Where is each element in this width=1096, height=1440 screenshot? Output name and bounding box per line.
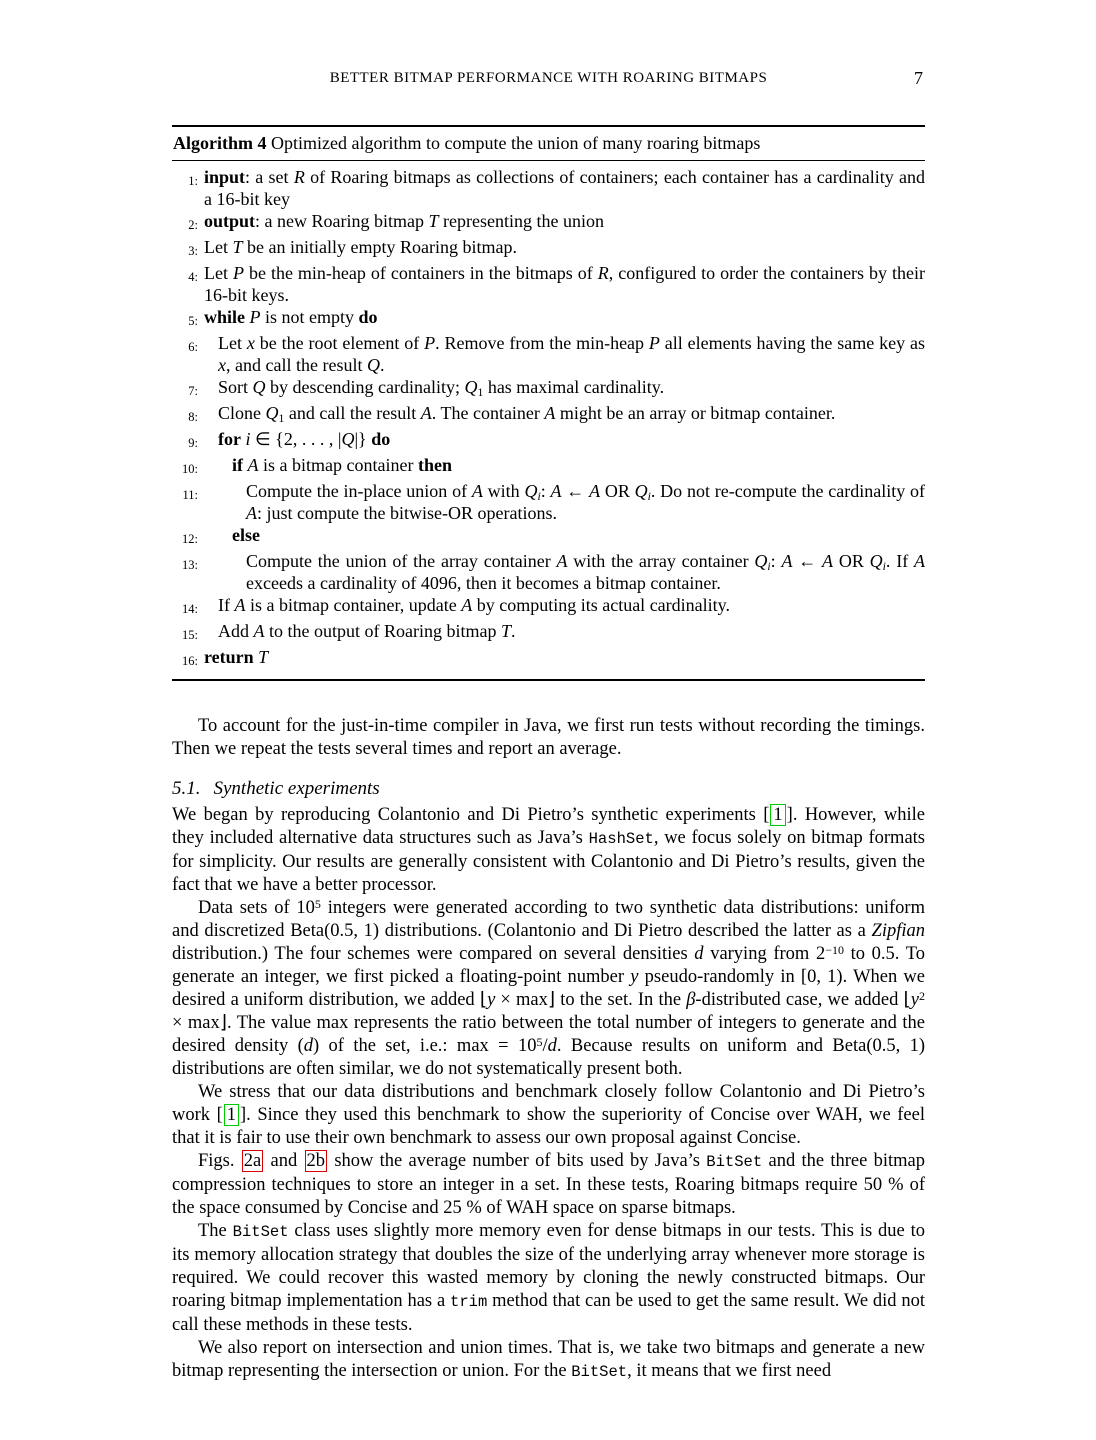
text-run: Data sets of: [198, 898, 297, 918]
algorithm-lines: [172, 166, 925, 672]
text-run: and call the result: [284, 403, 421, 423]
text-run: A: [471, 481, 483, 501]
algo-line-content: [204, 594, 925, 620]
text-run: . Because results on uniform and Beta(0.5, 1) distributions are often similar, we do not systematically present both.: [172, 1036, 926, 1079]
text-run: P: [648, 333, 660, 353]
algo-line-number: 3:: [188, 244, 198, 258]
algo-line-number: 12:: [182, 532, 198, 546]
text-run: . The value max represents the ratio between the total number of integers to generate and the desired density (: [172, 1013, 925, 1056]
algo-line-content: [204, 646, 925, 672]
algo-line: [172, 402, 925, 428]
text-run: A: [247, 455, 259, 475]
text-run: Sort: [218, 377, 253, 397]
text-run: HashSet: [588, 830, 654, 848]
algorithm-caption-text: Optimized algorithm to compute the union of many roaring bitmaps: [266, 133, 761, 153]
text-run: × max⌋: [495, 990, 556, 1010]
text-run: P: [249, 307, 261, 327]
paragraph: [172, 715, 925, 761]
text-run: d: [547, 1036, 557, 1056]
algo-line: [172, 524, 925, 550]
text-run: x: [246, 333, 255, 353]
text-run: with the array container: [567, 551, 755, 571]
figure-ref[interactable]: 2b: [306, 1151, 326, 1171]
text-run: OR: [600, 481, 635, 501]
algo-line-number: 10:: [182, 462, 198, 476]
text-run: We also report on intersection and union times. That is, we take two bitmaps and generate a new bitmap representing the intersection or union. For the: [172, 1338, 925, 1381]
algo-line: [172, 236, 925, 262]
algo-line: [172, 550, 925, 594]
text-run: R: [597, 263, 609, 283]
algo-line-number: 5:: [188, 314, 198, 328]
text-run: output: [204, 211, 256, 231]
figure-ref[interactable]: 2a: [243, 1151, 262, 1171]
text-run: To account for the just-in-time compiler in Java, we first run tests without recording the timings. Then we repeat the tests several times and report an average.: [172, 716, 925, 759]
text-run: , we focus solely on bitmap formats for simplicity. Our results are generally consistent with Colantonio and Di Pietro’s results, given the fact that we have a better processor.: [172, 828, 925, 895]
algo-line-content: [204, 376, 925, 402]
text-run: × max⌋: [172, 1013, 227, 1033]
text-run: method that can be used to get the same result. We did not call these methods in these tests.: [172, 1291, 925, 1335]
text-run: A: [544, 403, 556, 423]
text-run: A: [556, 551, 568, 571]
text-run: P: [232, 263, 244, 283]
algo-line-content: [204, 454, 925, 480]
text-run: : just compute the bitwise-OR operations.: [257, 503, 557, 523]
text-run: 1: [278, 412, 285, 426]
algo-line-number: 6:: [188, 340, 198, 354]
text-run: BitSet: [232, 1223, 289, 1241]
paragraph: [172, 1081, 925, 1150]
text-run: all elements having the same key as: [659, 333, 925, 353]
text-run: d: [303, 1036, 314, 1056]
text-run: and: [264, 1151, 304, 1171]
text-run: by computing its actual cardinality.: [472, 595, 730, 615]
text-run: y: [910, 990, 919, 1010]
text-run: y: [630, 967, 639, 987]
algo-line-content: [204, 524, 925, 550]
text-run: Q: [366, 355, 380, 375]
text-run: A: [253, 621, 265, 641]
text-run: Clone: [218, 403, 266, 423]
text-run: T: [232, 237, 243, 257]
text-run: Compute the in-place union of: [246, 481, 472, 501]
text-run: show the average number of bits used by Java’s: [328, 1151, 707, 1171]
text-run: Add: [218, 621, 254, 641]
text-run: BitSet: [571, 1363, 628, 1381]
algo-line: [172, 262, 925, 306]
text-run: A: [234, 595, 246, 615]
algo-line: [172, 376, 925, 402]
text-run: distributions. (Colantonio and Di Pietro described the latter as a: [379, 921, 872, 941]
algo-line-number: 7:: [188, 384, 198, 398]
text-run: ) of the set, i.e.: max =: [313, 1036, 518, 1056]
text-run: . If: [885, 551, 914, 571]
text-run: . Do not re-compute the cardinality of: [650, 481, 925, 501]
text-run: -distributed case, we added: [695, 990, 904, 1010]
text-run: while: [204, 307, 246, 327]
subsection-heading: [172, 777, 925, 800]
algo-line: [172, 620, 925, 646]
text-run: /: [542, 1036, 548, 1056]
algo-line-content: [204, 166, 925, 210]
text-run: A: [822, 551, 834, 571]
algorithm-block: [172, 125, 925, 681]
text-run: to the set. In the: [555, 990, 687, 1010]
text-run: Zipfian: [871, 921, 925, 941]
text-run: 2: [815, 944, 826, 964]
text-run: pseudo-randomly in [0, 1). When we desired a uniform distribution, we added: [172, 967, 926, 1010]
algo-line: [172, 306, 925, 332]
text-run: Q: [341, 429, 355, 449]
text-run: ∈ {2, . . . , |: [250, 429, 342, 449]
text-run: distribution.) The four schemes were compared on several densities: [172, 944, 695, 964]
text-run: β: [686, 990, 696, 1010]
text-run: y: [487, 990, 496, 1010]
algo-line-content: [204, 480, 925, 524]
page-number: 7: [914, 68, 923, 88]
algo-line-number: 1:: [188, 174, 198, 188]
text-run: ]. Since they used this benchmark to show the superiority of Concise over WAH, we feel that it is fair to use their own benchmark to assess our own proposal against Concise.: [172, 1105, 925, 1148]
algo-line: [172, 594, 925, 620]
text-run: Let: [218, 333, 247, 353]
text-run: has maximal cardinality.: [483, 377, 665, 397]
page-header: [172, 70, 925, 92]
algo-line-number: 9:: [188, 436, 198, 450]
algorithm-caption-label: Algorithm 4: [173, 133, 267, 153]
text-run: integers were generated according to two synthetic data distributions: uniform and discretized: [172, 898, 925, 941]
algo-line-number: 13:: [182, 558, 198, 572]
text-run: of Roaring bitmaps as collections of containers; each container has a cardinality and a 16-bit key: [204, 167, 925, 209]
text-run: is not empty: [260, 307, 359, 327]
algo-line-content: [204, 262, 925, 306]
text-run: by descending cardinality;: [265, 377, 465, 397]
citation-ref[interactable]: 1: [224, 1104, 239, 1126]
algo-line-content: [204, 332, 925, 376]
text-run: might be an array or bitmap container.: [555, 403, 836, 423]
text-run: i: [647, 490, 651, 504]
algo-line-number: 15:: [182, 628, 198, 642]
text-run: input: [204, 167, 246, 187]
text-run: be an initially empty Roaring bitmap.: [242, 237, 517, 257]
text-run: d: [694, 944, 704, 964]
algo-line-content: [204, 550, 925, 594]
text-run: . Remove from the min-heap: [435, 333, 649, 353]
text-run: The: [198, 1221, 233, 1241]
page-body: [172, 715, 925, 1384]
text-run: Q: [524, 481, 538, 501]
text-run: and the three bitmap compression techniques to store an integer in a set. In these tests, Roaring bitmaps require 50 % of the space consumed by Concise and 25 % of WAH space on sparse bitmaps.: [172, 1151, 925, 1218]
text-run: then: [417, 455, 452, 475]
text-run: . The container: [431, 403, 545, 423]
text-run: varying from: [703, 944, 816, 964]
text-run: A: [461, 595, 473, 615]
algo-line-content: [204, 236, 925, 262]
algo-line: [172, 646, 925, 672]
text-run: Q: [634, 481, 648, 501]
text-run: Q: [869, 551, 883, 571]
text-run: with: [482, 481, 525, 501]
paragraph: [172, 1220, 925, 1337]
text-run: x: [218, 355, 226, 375]
text-run: i: [537, 490, 541, 504]
text-run: be the root element of: [254, 333, 425, 353]
text-run: Q: [252, 377, 266, 397]
text-run: A: [420, 403, 432, 423]
text-run: If: [218, 595, 235, 615]
text-run: 10: [517, 1036, 537, 1056]
text-run: Q: [265, 403, 279, 423]
text-run: representing the union: [438, 211, 604, 231]
text-run: trim: [450, 1293, 488, 1311]
algo-line-number: 16:: [182, 654, 198, 668]
algo-line: [172, 454, 925, 480]
text-run: We began by reproducing Colantonio and Di Pietro’s synthetic experiments [: [172, 805, 770, 825]
text-run: T: [500, 621, 511, 641]
text-run: to 0.5. To generate an integer, we first picked a floating-point number: [172, 944, 925, 987]
text-run: Let: [204, 263, 233, 283]
text-run: A: [550, 481, 562, 501]
paragraph: [172, 1150, 925, 1220]
text-run: T: [258, 647, 269, 667]
text-run: ]. However, while they included alternative data structures such as Java’s: [172, 805, 925, 848]
algorithm-caption: [172, 127, 925, 161]
algo-line-number: 14:: [182, 602, 198, 616]
algo-line-number: 2:: [188, 218, 198, 232]
algo-line-content: [204, 402, 925, 428]
text-run: 10: [296, 898, 315, 918]
algo-line-content: [204, 620, 925, 646]
text-run: ←: [561, 481, 590, 501]
text-run: 5: [536, 1034, 543, 1049]
algo-line: [172, 480, 925, 524]
text-run: :: [540, 481, 551, 501]
text-run: class uses slightly more memory even for dense bitmaps in our tests. This is due to its memory allocation strategy that doubles the size of the underlying array whenever more storage is required. We could recover this wasted memory by cloning the newly constructed bitmaps. Our roaring bitmap implementation has a: [172, 1221, 925, 1311]
algo-line: [172, 428, 925, 454]
text-run: return: [204, 647, 254, 667]
algo-line: [172, 166, 925, 210]
subsection-number: 5.1.: [172, 778, 201, 799]
text-run: : a set: [245, 167, 294, 187]
text-run: be the min-heap of containers in the bitmaps of: [243, 263, 598, 283]
text-run: ⌊: [903, 990, 911, 1010]
text-run: do: [358, 307, 378, 327]
text-run: 5: [314, 896, 321, 911]
text-run: P: [424, 333, 436, 353]
text-run: else: [232, 525, 260, 545]
text-run: A: [781, 551, 793, 571]
text-run: A: [589, 481, 601, 501]
text-run: .: [511, 621, 516, 641]
text-run: Q: [464, 377, 478, 397]
text-run: We stress that our data distributions and benchmark closely follow Colantonio and Di Pietro’s work [: [172, 1082, 925, 1125]
running-title: BETTER BITMAP PERFORMANCE WITH ROARING BITMAPS: [329, 70, 768, 86]
text-run: A: [914, 551, 925, 571]
text-run: Compute the union of the array container: [246, 551, 557, 571]
algo-line-number: 11:: [182, 488, 198, 502]
algo-line: [172, 332, 925, 376]
text-run: exceeds a cardinality of 4096, then it becomes a bitmap container.: [246, 573, 721, 593]
text-run: ⌊: [479, 990, 488, 1010]
text-run: Beta(0.5, 1): [290, 921, 380, 941]
text-run: i: [245, 429, 251, 449]
text-run: Q: [754, 551, 768, 571]
algo-line-content: [204, 210, 925, 236]
text-run: .: [379, 355, 385, 375]
text-run: : a new Roaring bitmap: [255, 211, 429, 231]
paragraph: [172, 804, 925, 897]
text-run: , it means that we first need: [627, 1361, 832, 1381]
text-run: OR: [833, 551, 870, 571]
text-run: to the output of Roaring bitmap: [264, 621, 501, 641]
algo-line-number: 4:: [188, 270, 198, 284]
text-run: :: [770, 551, 782, 571]
paragraph: [172, 897, 925, 1081]
text-run: R: [293, 167, 305, 187]
algo-line-content: [204, 428, 925, 454]
text-run: 2: [918, 988, 925, 1003]
text-run: Let: [204, 237, 233, 257]
text-run: i: [882, 560, 886, 574]
text-run: BitSet: [706, 1153, 763, 1171]
text-run: is a bitmap container: [258, 455, 418, 475]
text-run: i: [767, 560, 771, 574]
text-run: Figs.: [198, 1151, 241, 1171]
text-run: do: [371, 429, 391, 449]
text-run: if: [232, 455, 243, 475]
text-run: −10: [825, 942, 844, 957]
algo-line-content: [204, 306, 925, 332]
text-run: for: [218, 429, 241, 449]
text-run: T: [428, 211, 439, 231]
text-run: is a bitmap container, update: [245, 595, 462, 615]
text-run: ←: [792, 551, 823, 571]
algo-line: [172, 210, 925, 236]
text-run: , and call the result: [226, 355, 367, 375]
citation-ref[interactable]: 1: [770, 804, 785, 826]
text-run: A: [246, 503, 257, 523]
algo-line-number: 8:: [188, 410, 198, 424]
text-run: 1: [477, 386, 484, 400]
paragraph: [172, 1337, 925, 1384]
text-run: |}: [354, 429, 372, 449]
subsection-title: Synthetic experiments: [213, 778, 380, 799]
text-run: , configured to order the containers by their 16-bit keys.: [204, 263, 926, 305]
